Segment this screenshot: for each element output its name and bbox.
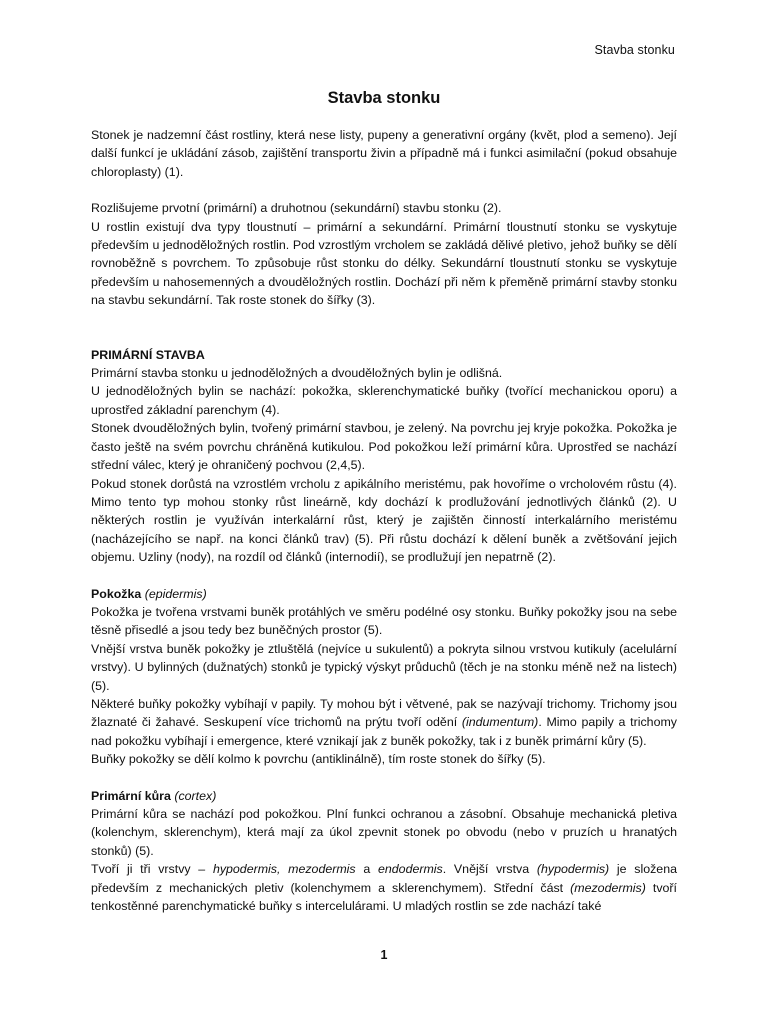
cortex-p2-term-4: (mezodermis) bbox=[570, 880, 646, 895]
cortex-paragraph-2 bbox=[91, 860, 677, 915]
epidermis-p3-term: (indumentum) bbox=[461, 715, 539, 730]
cortex-heading-latin: (cortex) bbox=[174, 788, 217, 803]
cortex-p2-text-c: a bbox=[355, 862, 378, 877]
page-title: Stavba stonku bbox=[327, 89, 441, 107]
epidermis-paragraph-2: Vnější vrstva buněk pokožky je ztluštělá (nejvíce u sukulentů) a pokryta silnou vrstvou kutikuly (acelulární vrstvy). U bylinných (dužnatých) stonků je typický výskyt průduchů (těch je na stonku méně než na listech) (5). bbox=[91, 641, 677, 693]
epidermis-heading-latin: (epidermis) bbox=[144, 586, 207, 601]
epidermis-paragraph-4: Buňky pokožky se dělí kolmo k povrchu (antiklinálně), tím roste stonek do šířky (5). bbox=[91, 752, 546, 767]
cortex-p2-text-e: . Vnější vrstva bbox=[442, 862, 537, 877]
intro-paragraph-1: Stonek je nadzemní část rostliny, která nese listy, pupeny a generativní orgány (květ, plod a semeno). Její další funkcí je ukládání zásob, zajištění transportu živin a případně má i funkci asimilační (pokud obsahuje chloroplasty) (1). bbox=[91, 128, 677, 179]
cortex-p2-text-g: je složena především z mechanických pletiv (kolenchymem a sklerenchymem). Střední část bbox=[91, 862, 677, 895]
epidermis-heading-text: Pokožka bbox=[91, 586, 142, 601]
section-heading-primary: PRIMÁRNÍ STAVBA bbox=[91, 347, 205, 362]
primary-paragraph-1: Primární stavba stonku u jednoděložných a dvouděložných bylin je odlišná. bbox=[91, 366, 503, 381]
primary-paragraph-4: Pokud stonek dorůstá na vzrostlém vrcholu z apikálního meristému, pak hovoříme o vrcholovém růstu (4). Mimo tento typ mohou stonky růst lineárně, kdy dochází k prodlužování jednotlivých článků (2). U některých rostlin je využíván interkalární růst, který je zajištěn činností interkalárního meristému (nacházejícího se např. na konci článků trav) (5). Při růstu dochází k dělení buněk a zvětšování jejich objemu. Uzliny (nody), na rozdíl od článků (internodií), se prodlužují jen nepatrně (2). bbox=[91, 476, 677, 565]
cortex-p2-term-2: endodermis bbox=[378, 862, 443, 877]
epidermis-p3-text-a: Některé buňky pokožky vybíhají v papily. Ty mohou být i větvené, pak se nazývají trichomy. Trichomy jsou žlaznaté či žahavé. Seskupení více trichomů na prýtu tvoří odění bbox=[91, 696, 677, 730]
cortex-paragraph-1: Primární kůra se nachází pod pokožkou. Plní funkci ochranou a zásobní. Obsahuje mechanická pletiva (kolenchym, sklerenchym), která mají za úkol zpevnit stonek po obvodu (nebo v pruzích u hranatých stonků) (5). bbox=[91, 807, 677, 858]
cortex-p2-text-a: Tvoří ji tři vrstvy – bbox=[91, 862, 213, 877]
primary-paragraph-3: Stonek dvouděložných bylin, tvořený primární stavbou, je zelený. Na povrchu jej kryje pokožka. Pokožka je často ještě na svém povrchu chráněná kutikulou. Pod pokožkou leží primární kůra. Uprostřed se nachází střední válec, který je ohraničený pochvou (2,4,5). bbox=[91, 421, 677, 473]
epidermis-p3-text-c: . Mimo papily a trichomy nad pokožku vybíhají i emergence, které vznikají jak z buněk pokožky, tak i z buněk primární kůry (5). bbox=[91, 715, 677, 748]
primary-paragraph-2: U jednoděložných bylin se nachází: pokožka, sklerenchymatické buňky (tvořící mechanickou oporu) a uprostřed základní parenchym (4). bbox=[91, 384, 677, 417]
section-heading-cortex bbox=[91, 787, 677, 805]
document-body bbox=[91, 126, 677, 915]
page-number: 1 bbox=[380, 948, 388, 962]
cortex-p2-term-3: (hypodermis) bbox=[536, 862, 610, 877]
section-heading-epidermis bbox=[91, 585, 677, 603]
running-header: Stavba stonku bbox=[594, 43, 675, 57]
intro-paragraph-2: Rozlišujeme prvotní (primární) a druhotnou (sekundární) stavbu stonku (2). bbox=[91, 201, 502, 216]
cortex-p2-text-i: tvoří tenkostěnné parenchymatické buňky s intercelulárami. U mladých rostlin se zde nachází také bbox=[91, 880, 677, 914]
cortex-p2-term-1: hypodermis, mezodermis bbox=[212, 862, 356, 877]
cortex-heading-text: Primární kůra bbox=[91, 788, 171, 803]
epidermis-paragraph-1: Pokožka je tvořena vrstvami buněk protáhlých ve směru podélné osy stonku. Buňky pokožky jsou na sebe těsně přisedlé a jsou tedy bez buněčných prostor (5). bbox=[91, 604, 677, 638]
epidermis-paragraph-3 bbox=[91, 695, 677, 750]
intro-paragraph-3: U rostlin existují dva typy tloustnutí – primární a sekundární. Primární tloustnutí stonku se vyskytuje především u jednoděložných rostlin. Pod vzrostlým vrcholem se zakládá dělivé pletivo, jehož buňky se dělí rovnoběžně s povrchem. To způsobuje růst stonku do délky. Sekundární tloustnutí stonku se vyskytuje především u nahosemenných a dvouděložných rostlin. Dochází při něm k přeměně primární stavby stonku na stavbu sekundární. Tak roste stonek do šířky (3). bbox=[91, 219, 677, 308]
